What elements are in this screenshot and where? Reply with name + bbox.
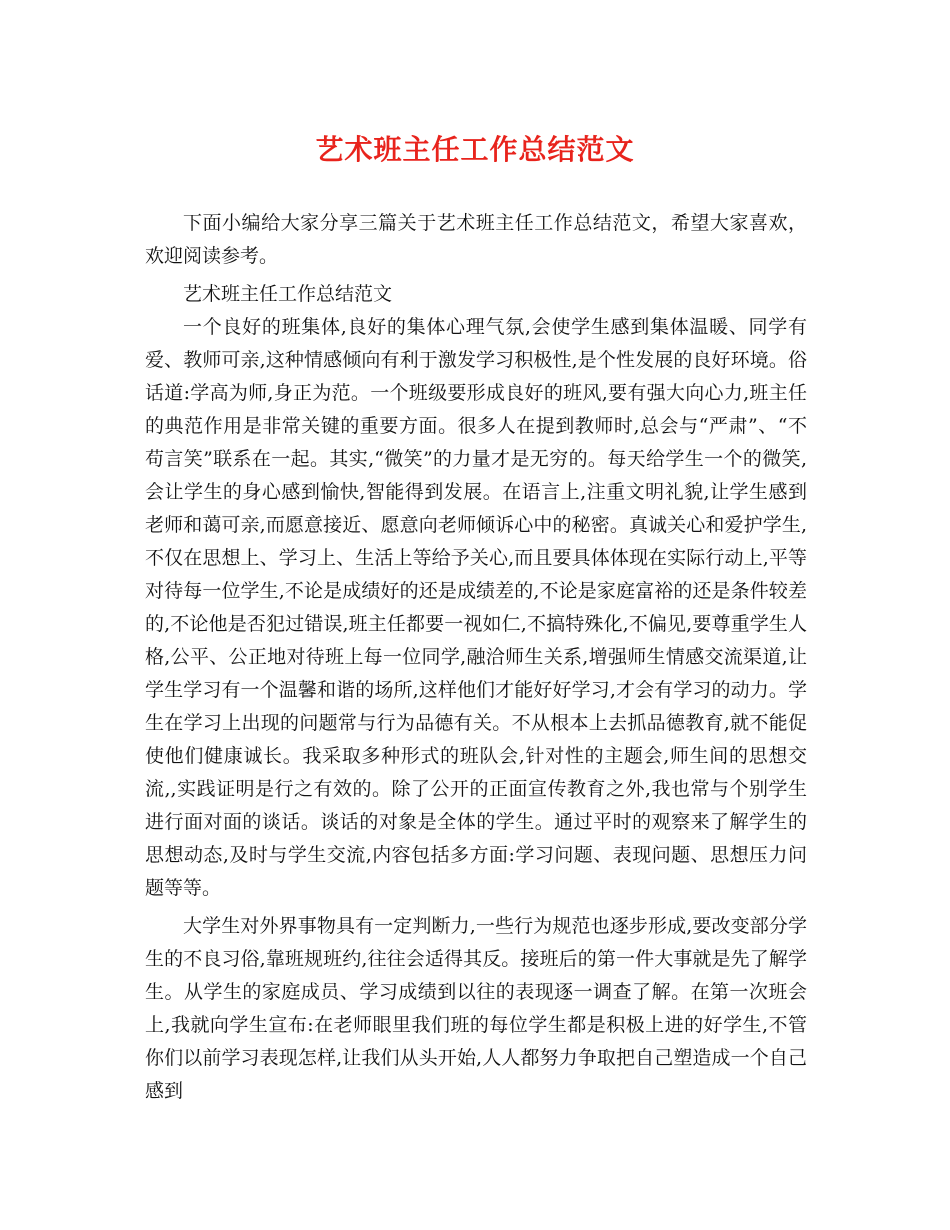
intro-paragraph: 下面小编给大家分享三篇关于艺术班主任工作总结范文，希望大家喜欢，欢迎阅读参考。	[145, 212, 807, 267]
body-paragraph: 大学生对外界事物具有一定判断力,一些行为规范也逐步形成,要改变部分学生的不良习俗,靠班规班约,往往会适得其反。接班后的第一件大事就是先了解学生。从学生的家庭成员、学习成绩到以往的表现逐一调查了解。在第一次班会上,我就向学生宣布:在老师眼里我们班的每位学生都是积极上进的好学生,不管你们以前学习表现怎样,让我们从头开始,人人都努力争取把自己塑造成一个自己感到	[145, 915, 807, 1102]
document-title: 艺术班主任工作总结范文	[315, 133, 635, 166]
body-paragraph: 一个良好的班集体,良好的集体心理气氛,会使学生感到集体温暖、同学有爱、教师可亲,这种情感倾向有利于激发学习积极性,是个性发展的良好环境。俗话道:学高为师,身正为范。一个班级要形成良好的班风,要有强大向心力,班主任的典范作用是非常关键的重要方面。很多人在提到教师时,总会与“严肃”、“不苟言笑”联系在一起。其实,“微笑”的力量才是无穷的。每天给学生一个的微笑,会让学生的身心感到愉快,智能得到发展。在语言上,注重文明礼貌,让学生感到老师和蔼可亲,而愿意接近、愿意向老师倾诉心中的秘密。真诚关心和爱护学生,不仅在思想上、学习上、生活上等给予关心,而且要具体体现在实际行动上,平等对待每一位学生,不论是成绩好的还是成绩差的,不论是家庭富裕的还是条件较差的,不论他是否犯过错误,班主任都要一视如仁,不搞特殊化,不偏见,要尊重学生人格,公平、公正地对待班上每一位同学,融洽师生关系,增强师生情感交流渠道,让学生学习有一个温馨和谐的场所,这样他们才能好好学习,才会有学习的动力。学生在学习上出现的问题常与行为品德有关。不从根本上去抓品德教育,就不能促使他们健康诚长。我采取多种形式的班队会,针对性的主题会,师生间的思想交流,,实践证明是行之有效的。除了公开的正面宣传教育之外,我也常与个别学生进行面对面的谈话。谈话的对象是全体的学生。通过平时的观察来了解学生的思想动态,及时与学生交流,内容包括多方面:学习问题、表现问题、思想压力问题等等。	[145, 316, 807, 899]
document-body	[145, 207, 807, 1108]
section-heading: 艺术班主任工作总结范文	[183, 283, 393, 305]
